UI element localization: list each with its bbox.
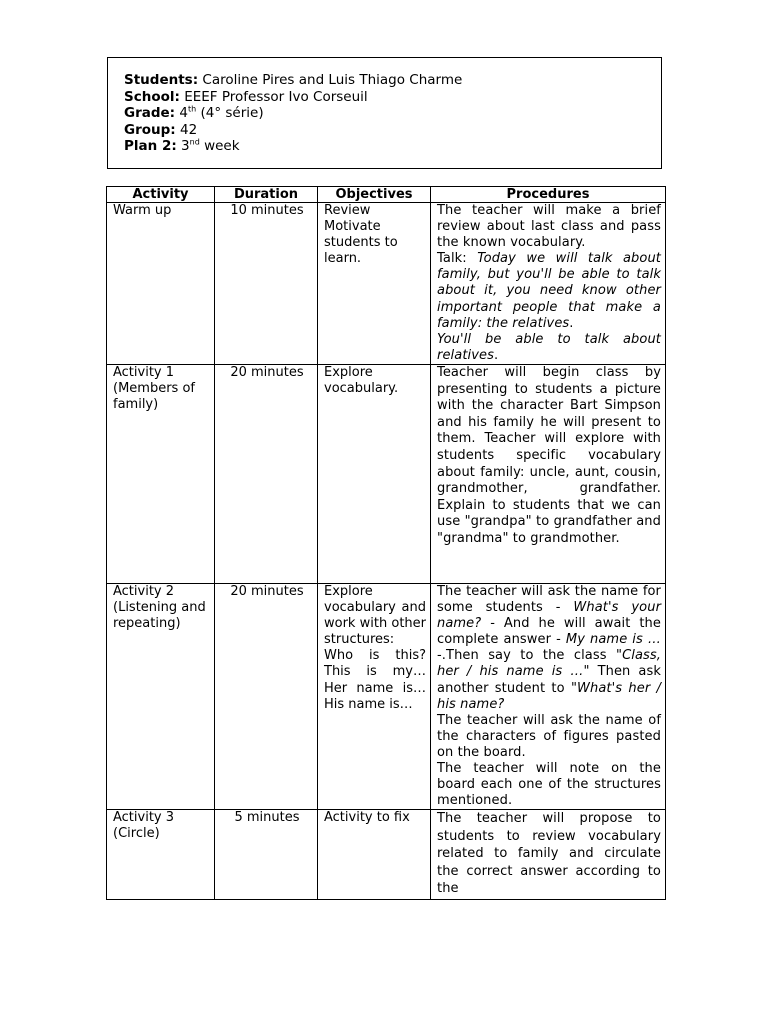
procedure-text: The teacher will make a brief review about last class and pass the known vocabulary. [437, 203, 661, 251]
group-label: Group: [124, 121, 176, 138]
table-row [107, 810, 666, 900]
grade-label: Grade: [124, 105, 176, 121]
duration-cell: 20 minutes [215, 583, 318, 809]
school-row [124, 89, 661, 106]
duration-cell: 5 minutes [215, 810, 318, 900]
procedure-quote: You'll be able to talk about relatives [437, 331, 661, 363]
activity-cell: Warm up [107, 203, 215, 365]
header-duration: Duration [215, 187, 318, 203]
duration-cell: 20 minutes [215, 364, 318, 583]
procedures-cell [431, 583, 666, 809]
procedures-cell [431, 203, 666, 365]
students-row [124, 72, 661, 89]
table-header-row [107, 187, 666, 203]
procedure-goal [437, 332, 661, 364]
lesson-info-box [107, 57, 662, 169]
plan-suffix: nd [189, 137, 200, 147]
students-label: Students: [124, 72, 199, 88]
procedure-quote: My name is … [565, 632, 661, 648]
objectives-cell: Explore vocabulary. [318, 364, 431, 583]
objectives-cell: Activity to fix [318, 810, 431, 900]
plan-number: 3 [176, 138, 190, 154]
students-value: Caroline Pires and Luis Thiago Charme [198, 72, 463, 88]
objectives-cell: Explore vocabulary and work with other structures: Who is this? This is my… Her name is… His name is… [318, 583, 431, 809]
procedure-text: The teacher will ask the name of the characters of figures pasted on the board. [437, 712, 661, 760]
objectives-cell: Review Motivate students to learn. [318, 203, 431, 365]
procedure-quote: What's her / his name? [437, 680, 661, 712]
procedures-cell: Teacher will begin class by presenting to students a picture with the character Bart Simpson and his family he will present to them. Teacher will explore with students specific vocabulary about family: uncle, aunt, cousin, grandmother, grandfather. Explain to students that we can use "grandpa" to grandfather and "grandma" to grandmother. [431, 364, 666, 583]
procedure-text: " Then ask another student to " [437, 664, 661, 696]
procedure-text: . [569, 315, 574, 331]
lesson-plan-table [106, 186, 666, 900]
header-objectives: Objectives [318, 187, 431, 203]
procedure-text: - And he will await the complete answer - [437, 616, 661, 648]
grade-number: 4 [175, 105, 188, 121]
procedure-text: Talk: [437, 251, 478, 267]
procedure-talk [437, 251, 661, 331]
table-row [107, 203, 666, 365]
plan-detail: week [199, 138, 240, 154]
plan-label: Plan 2: [124, 138, 177, 154]
table-row [107, 583, 666, 809]
activity-cell: Activity 1 (Members of family) [107, 364, 215, 583]
procedure-quote: Today we will talk about family, but you'll be able to talk about it, you need know other important people that make a family: the relatives [437, 251, 661, 331]
grade-row [124, 105, 661, 122]
school-value: EEEF Professor Ivo Corseuil [179, 88, 368, 105]
procedure-text: -.Then say to the class " [437, 648, 623, 664]
header-procedures: Procedures [431, 187, 666, 203]
duration-cell: 10 minutes [215, 203, 318, 365]
grade-suffix: th [187, 104, 197, 114]
activity-cell: Activity 2 (Listening and repeating) [107, 583, 215, 809]
group-row [124, 122, 661, 139]
procedure-quote: Class, her / his name is … [437, 648, 661, 680]
procedure-text: The teacher will note on the board each one of the structures mentioned. [437, 760, 661, 809]
procedure-dialogue [437, 584, 661, 713]
school-label: School: [124, 88, 180, 105]
plan-row [124, 138, 661, 155]
header-activity: Activity [107, 187, 215, 203]
procedure-text: The teacher will ask the name for some students - [437, 583, 661, 616]
procedures-cell: The teacher will propose to students to review vocabulary related to family and circulate the correct answer according to the [431, 810, 666, 900]
procedure-text: . [494, 347, 499, 363]
activity-cell: Activity 3 (Circle) [107, 810, 215, 900]
table-row [107, 364, 666, 583]
procedure-quote: What's your name? [437, 600, 662, 632]
group-value: 42 [175, 121, 198, 138]
grade-detail: (4° série) [196, 105, 264, 121]
